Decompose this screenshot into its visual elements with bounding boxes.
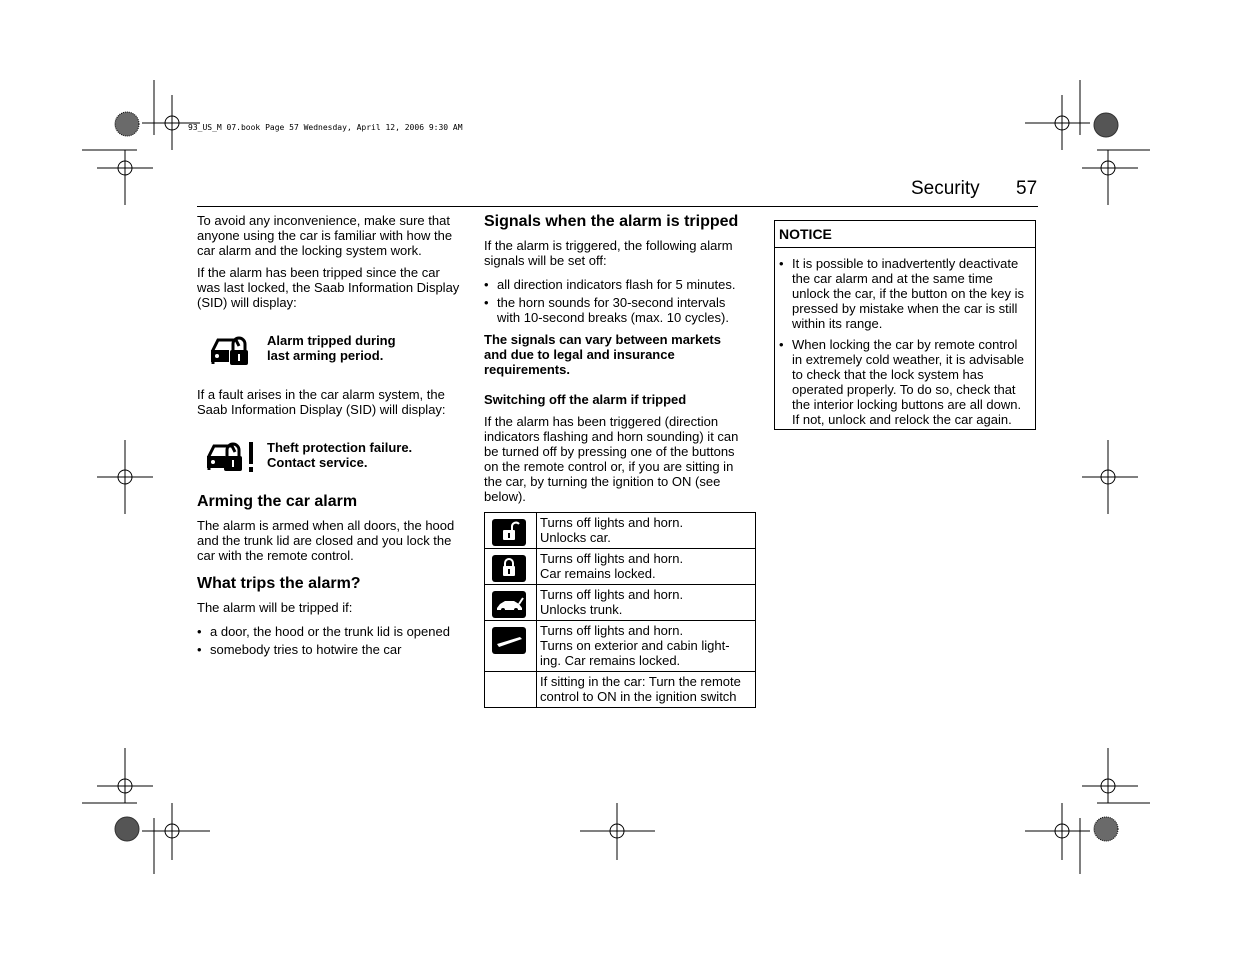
markets-note: The signals can vary between markets and due to legal and insurance requirements. [484,332,721,377]
table-row [485,513,756,549]
key-blade-icon [492,627,526,654]
trips-paragraph: The alarm will be tripped if: [197,600,353,615]
trunk-icon [492,591,526,618]
table-row [485,549,756,585]
notice-title: NOTICE [775,221,1035,248]
notice-box [774,220,1036,430]
fault-paragraph: If a fault arises in the car alarm system, the Saab Information Display (SID) will display: [197,387,446,417]
arming-heading: Arming the car alarm [197,493,358,510]
table-row [485,621,756,672]
arming-paragraph: The alarm is armed when all doors, the hood and the trunk lid are closed and you lock the car with the remote control. [197,518,455,563]
lock-icon [492,555,526,582]
list-item: • the horn sounds for 30-second intervals with 10-second breaks (max. 10 cycles). [484,295,752,325]
table-row [485,672,756,708]
page-number: 57 [1016,178,1038,199]
notice-list [775,248,1035,429]
table-cell: Turns off lights and horn. Unlocks trunk. [537,585,756,621]
table-cell: Turns off lights and horn. Unlocks car. [537,513,756,549]
remote-buttons-table [484,512,756,708]
sid-message-alarm-tripped: Alarm tripped during last arming period. [267,333,396,363]
list-item: • When locking the car by remote control in extremely cold weather, it is advisable to check that the lock system has operated properly. To do so, check that the interior locking buttons are all down. If not, unlock and relock the car again. [779,337,1029,427]
trips-list [197,624,467,657]
section-title: Security [911,178,980,199]
table-cell: Turns off lights and horn. Turns on exterior and cabin light- ing. Car remains locked. [537,621,756,672]
table-cell: If sitting in the car: Turn the remote control to ON in the ignition switch [537,672,756,708]
list-item: • somebody tries to hotwire the car [197,642,467,657]
sid-intro-paragraph: If the alarm has been tripped since the car was last locked, the Saab Information Display (SID) will display: [197,265,460,310]
trips-heading: What trips the alarm? [197,575,361,592]
print-info-line: 93_US_M 07.book Page 57 Wednesday, April 12, 2006 9:30 AM [188,123,463,132]
table-row [485,585,756,621]
signals-paragraph: If the alarm is triggered, the following alarm signals will be set off: [484,238,733,268]
car-lock-warning-icon [205,440,257,474]
switching-off-paragraph: If the alarm has been triggered (direction indicators flashing and horn sounding) it can be turned off by pressing one of the buttons on the remote control or, if you are sitting in the car, by turning the ignition to ON (see below). [484,414,739,504]
signals-heading: Signals when the alarm is tripped [484,213,739,230]
table-cell: Turns off lights and horn. Car remains locked. [537,549,756,585]
unlock-icon [492,519,526,546]
switching-off-heading: Switching off the alarm if tripped [484,392,687,407]
intro-paragraph: To avoid any inconvenience, make sure that anyone using the car is familiar with how the car alarm and the locking system work. [197,213,453,258]
car-lock-icon [209,334,251,368]
list-item: • It is possible to inadvertently deactivate the car alarm and at the same time unlock the car, if the button on the key is pressed by mistake when the car is still within its range. [779,256,1029,331]
header-rule [197,206,1038,207]
list-item: • a door, the hood or the trunk lid is opened [197,624,467,639]
list-item: • all direction indicators flash for 5 minutes. [484,277,752,292]
signals-list [484,277,752,325]
sid-message-theft-failure: Theft protection failure. Contact service. [267,440,413,470]
